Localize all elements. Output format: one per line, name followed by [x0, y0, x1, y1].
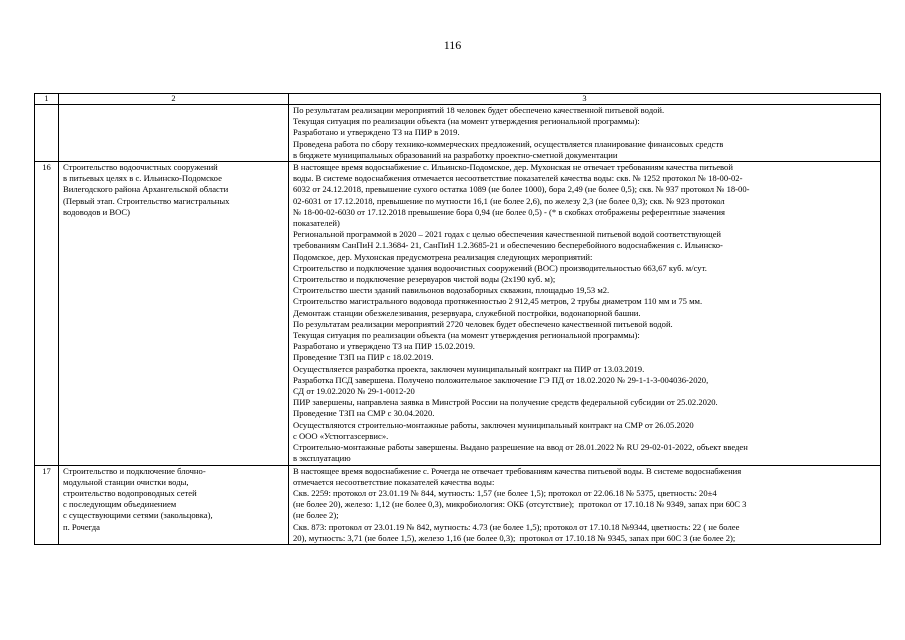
description-line: По результатам реализации мероприятий 18 человек будет обеспечено качественной питьевой водой. [293, 105, 665, 115]
object-name-line: Строительство и подключение блочно- [63, 465, 206, 476]
description-line: № 18-00-02-6030 от 17.12.2018 превышение бора 0,94 (не более 0,5) - (* в скобках отображены референтные значения [293, 206, 725, 217]
description-line: СД от 19.02.2020 № 29-1-0012-20 [293, 386, 415, 397]
description-line: Строительство шести зданий павильонов водозаборных скважин, площадью 19,53 м2. [293, 285, 610, 296]
row-number-cell [35, 105, 59, 162]
object-name-cell [59, 162, 289, 465]
description-line: ПИР завершены, направлена заявка в Минстрой России на получение средств федеральной субсидии от 25.02.2020. [293, 397, 718, 408]
page-number: 116 [443, 38, 462, 52]
object-name-line: п. Рочегда [63, 521, 100, 532]
object-name-line: Вилегодского района Архангельской области [63, 184, 229, 195]
description-line: Скв. 2259: протокол от 23.01.19 № 844, мутность: 1,57 (не более 1,5); протокол от 22.06.18 № 5375, цветность: 20±4 [293, 487, 717, 498]
column-header-2: 2 [59, 94, 289, 105]
description-line: Строительно-монтажные работы завершены. Выдано разрешение на ввод от 28.01.2022 № RU 29-02-01-2022, объект введен [293, 442, 748, 453]
description-line: 6032 от 24.12.2018, превышение сухого остатка 1089 (не более 1000), бора 2,49 (не более 0,5); скв. № 937 протокол № 18-00- [293, 184, 750, 195]
description-line: В настоящее время водоснабжение с. Ильинско-Подомское, дер. Мухонская не отвечает требованиям качества питьевой [293, 162, 733, 173]
description-line: В настоящее время водоснабжение с. Рочегда не отвечает требованиям качества питьевой воды. В системе водоснабжения [293, 465, 742, 476]
program-table [34, 93, 881, 545]
description-line: Строительство магистрального водовода протяженностью 2 912,45 метров, 2 трубы диаметром 110 мм и 75 мм. [293, 296, 703, 307]
object-name-line: Строительство водоочистных сооружений [63, 162, 218, 173]
object-name-line: в питьевых целях в с. Ильинско-Подомское [63, 173, 222, 184]
description-line: воды. В системе водоснабжения отмечается несоответствие показателей качества воды: скв. № 1252 протокол № 18-00-02- [293, 173, 743, 184]
description-line: Осуществляется разработка проекта, заключен муниципальный контракт на ПИР от 13.03.2019. [293, 363, 645, 374]
description-line: Проведена работа по сбору технико-коммерческих предложений, осуществляется планирование финансовых средств [293, 138, 724, 149]
row-number: 17 [42, 465, 51, 476]
description-line: (не более 20), железо: 1,12 (не более 0,3), микробиология: ОКБ (отсутствие); протокол от 17.10.18 № 9349, запах при 60С 3 [293, 499, 747, 510]
table-row [35, 105, 881, 162]
description-line: Подомское, дер. Мухонская предусмотрена реализация следующих мероприятий: [293, 251, 593, 262]
description-line: Демонтаж станции обезжелезивания, резервуара, служебной постройки, водонапорной башни. [293, 307, 641, 318]
description-line: Разработка ПСД завершена. Получено положительное заключение ГЭ ПД от 18.02.2020 № 29-1-1-3-004036-2020, [293, 374, 709, 385]
description-line: показателей) [293, 218, 340, 229]
object-name-line: модульной станции очистки воды, [63, 476, 189, 487]
object-name-cell [59, 105, 289, 162]
object-name-cell [59, 465, 289, 544]
object-name-line: (Первый этап. Строительство магистральных [63, 195, 230, 206]
description-line: Проведение ТЗП на ПИР с 18.02.2019. [293, 352, 434, 363]
description-line: По результатам реализации мероприятий 2720 человек будет обеспечено качественной питьевой водой. [293, 318, 673, 329]
description-line: (не более 2); [293, 510, 339, 521]
table-row [35, 465, 881, 544]
description-cell [289, 465, 881, 544]
description-line: отмечается несоответствие показателей качества воды: [293, 476, 495, 487]
row-number-cell [35, 465, 59, 544]
description-line: Текущая ситуация по реализации объекта (на момент утверждения региональной программы): [293, 330, 640, 341]
description-line: требованиям СанПиН 2.1.3684- 21, СанПиН 1.2.3685-21 и обеспечению бесперебойного водоснабжения с. Ильинско- [293, 240, 723, 251]
description-line: в бюджете муниципальных образований на разработку проектно-сметной документации [293, 149, 618, 160]
description-line: Строительство и подключение резервуаров чистой воды (2х190 куб. м); [293, 274, 556, 285]
description-line: Проведение ТЗП на СМР с 30.04.2020. [293, 408, 435, 419]
description-line: Региональной программой в 2020 – 2021 годах с целью обеспечения качественной питьевой водой соответствующей [293, 229, 721, 240]
column-header-3: 3 [289, 94, 881, 105]
description-line: в эксплуатацию [293, 453, 351, 464]
object-name-line: строительство водопроводных сетей [63, 487, 197, 498]
description-line: Осуществляются строительно-монтажные работы, заключен муниципальный контракт на СМР от 26.05.2020 [293, 419, 694, 430]
description-line: Разработано и утверждено ТЗ на ПИР 15.02.2019. [293, 341, 475, 352]
description-line: Текущая ситуация по реализации объекта (на момент утверждения региональной программы): [293, 116, 640, 127]
description-line: с ООО «Устюггазсервис». [293, 430, 389, 441]
description-line: Строительство и подключение здания водоочистных сооружений (ВОС) производительностью 663,67 куб. м/сут. [293, 262, 707, 273]
object-name-line: водоводов и ВОС) [63, 206, 131, 217]
object-name-line: с существующими сетями (закольцовка), [63, 510, 213, 521]
description-cell [289, 162, 881, 465]
description-line: 02-6031 от 17.12.2018, превышение по мутности 16,1 (не более 2,6), по железу 2,3 (не более 0,3); скв. № 923 протокол [293, 195, 725, 206]
description-cell [289, 105, 881, 162]
row-number: 16 [42, 162, 51, 173]
description-line: 20), мутность: 3,71 (не более 1,5), железо 1,16 (не более 0,3); протокол от 17.10.18 № 9345, запах при 60С 3 (не более 2); [293, 532, 736, 543]
object-name-line: с последующим объединением [63, 499, 177, 510]
table-body [35, 105, 881, 545]
table-header-row [35, 94, 881, 105]
description-line: Скв. 873: протокол от 23.01.19 № 842, мутность: 4.73 (не более 1,5); протокол от 17.10.18 №9344, цветность: 22 ( не более [293, 521, 740, 532]
column-header-1: 1 [35, 94, 59, 105]
table-row [35, 162, 881, 465]
description-line: Разработано и утверждено ТЗ на ПИР в 2019. [293, 127, 460, 138]
row-number-cell [35, 162, 59, 465]
